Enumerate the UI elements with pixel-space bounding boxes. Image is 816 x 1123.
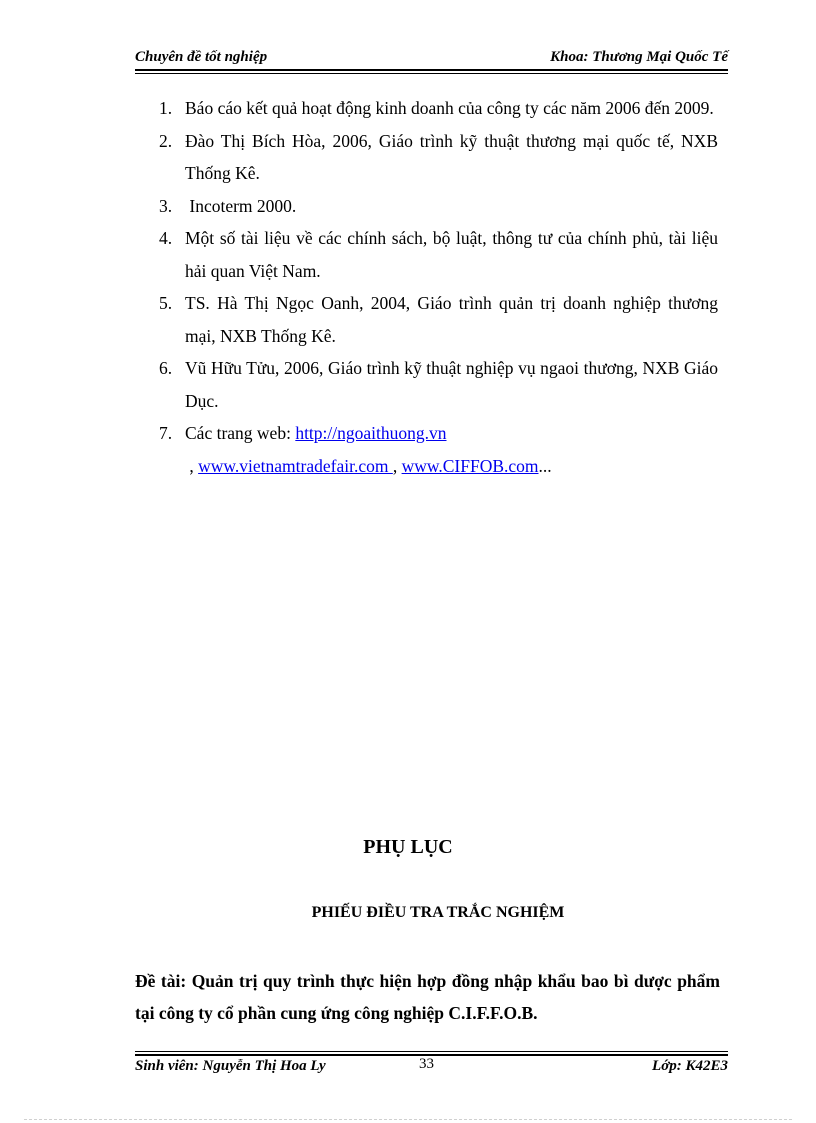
- reference-list: [140, 92, 718, 482]
- reference-item: [140, 352, 718, 417]
- header-rule: [135, 69, 728, 71]
- reference-number: 1.: [159, 98, 173, 118]
- reference-number: 3.: [159, 195, 173, 216]
- link-vietnamtradefair[interactable]: www.vietnamtradefair.com: [198, 455, 393, 476]
- link-separator: ,: [185, 455, 199, 476]
- footer-rule-thin: [135, 1051, 728, 1052]
- page-edge: [24, 1119, 792, 1120]
- reference-item: [140, 92, 718, 125]
- page-header: [135, 47, 728, 69]
- reference-number: 5.: [159, 293, 173, 313]
- reference-item: [140, 222, 718, 287]
- reference-number: 2.: [159, 130, 173, 151]
- reference-item: [140, 125, 718, 190]
- header-rule-thin: [135, 73, 728, 74]
- reference-number: 7.: [159, 423, 173, 443]
- reference-item: [140, 287, 718, 352]
- topic-paragraph: Đề tài: Quản trị quy trình thực hiện hợp đồng nhập khẩu bao bì dược phẩm tại công ty cổ phần cung ứng công nghiệp C.I.F.F.O.B.: [135, 971, 720, 1023]
- page-footer: [135, 1056, 728, 1078]
- footer-student-label: Sinh viên: Nguyễn Thị Hoa Ly: [135, 1058, 326, 1074]
- link-separator: ,: [392, 455, 402, 476]
- link-ciffob[interactable]: www.CIFFOB.com: [401, 455, 539, 476]
- survey-title: PHIẾU ĐIỀU TRA TRẮC NGHIỆM: [311, 904, 565, 921]
- reference-text: Các trang web:: [185, 423, 296, 443]
- footer-class-label: Lớp: K42E3: [652, 1058, 728, 1074]
- reference-number: 4.: [159, 228, 173, 248]
- reference-item: [140, 190, 718, 223]
- header-course-label: Chuyên đề tốt nghiệp: [135, 49, 268, 65]
- reference-text: TS. Hà Thị Ngọc Oanh, 2004, Giáo trình quản trị doanh nghiệp thương mại, NXB Thống Kê.: [185, 293, 718, 346]
- reference-number: 6.: [159, 358, 173, 378]
- appendix-title: PHỤ LỤC: [363, 836, 453, 858]
- link-ngoaithuong[interactable]: http://ngoaithuong.vn: [295, 423, 447, 443]
- reference-text: Một số tài liệu về các chính sách, bộ luật, thông tư của chính phủ, tài liệu hải quan Việt Nam.: [185, 228, 718, 281]
- reference-text: Vũ Hữu Tửu, 2006, Giáo trình kỹ thuật nghiệp vụ ngaoi thương, NXB Giáo Dục.: [185, 358, 718, 411]
- reference-ellipsis: ...: [538, 455, 552, 476]
- reference-text: Incoterm 2000.: [185, 195, 297, 216]
- page-number: 33: [419, 1056, 434, 1072]
- reference-item-websites: [140, 417, 718, 482]
- header-faculty-label: Khoa: Thương Mại Quốc Tế: [550, 49, 728, 65]
- reference-text: Báo cáo kết quả hoạt động kinh doanh của công ty các năm 2006 đến 2009.: [185, 98, 714, 118]
- reference-text: Đào Thị Bích Hòa, 2006, Giáo trình kỹ thuật thương mại quốc tế, NXB Thống Kê.: [185, 130, 718, 183]
